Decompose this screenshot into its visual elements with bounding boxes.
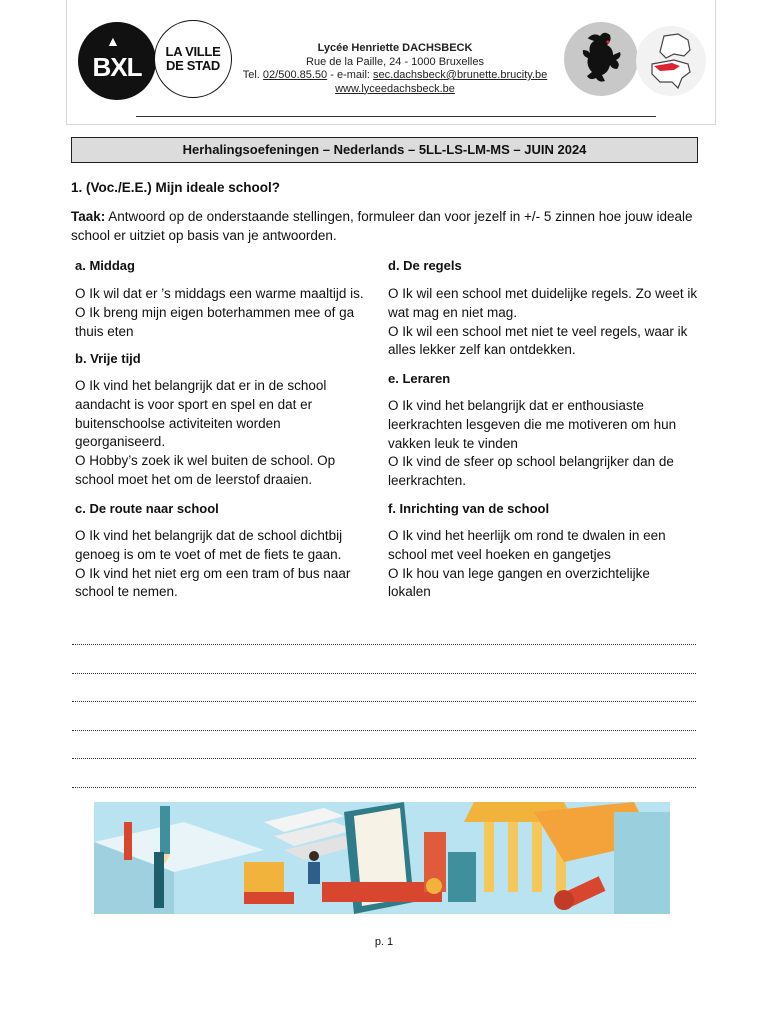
answer-line[interactable] [72,786,696,788]
section-d-heading: d. De regels [388,258,462,273]
question-title: 1. (Voc./E.E.) Mijn ideale school? [71,180,281,195]
section-f-heading: f. Inrichting van de school [388,501,550,516]
school-illustration [94,802,670,914]
school-name: Lycée Henriette DACHSBECK [317,42,473,54]
tel-label: Tel. [242,69,260,81]
answer-line[interactable] [72,700,696,702]
task-text: Antwoord op de onderstaande stellingen, formuleer dan voor jezelf in +/- 5 zinnen hoe jouw ideale school er uitziet op basis van je antwoorden. [71,209,693,243]
ville-logo-line1: LA VILLE [165,44,221,59]
section-b-heading: b. Vrije tijd [75,351,141,366]
section-a-heading: a. Middag [75,258,135,273]
section-a-body [75,285,375,341]
ville-logo-line2: DE STAD [166,58,220,73]
section-f-body [388,527,688,602]
bird-icon: ▲ [106,33,120,49]
section-f-option-2[interactable]: O Ik hou van lege gangen en overzichtelijke lokalen [388,565,650,600]
email-link[interactable]: sec.dachsbeck@brunette.brucity.be [373,69,548,81]
section-b-body [75,377,347,490]
school-contact-block [240,42,550,96]
task-label: Taak: [71,209,106,224]
header-rule [136,116,656,117]
website-link[interactable]: www.lyceedachsbeck.be [335,82,455,95]
answer-line[interactable] [72,757,696,759]
isometric-school-illustration [94,802,670,914]
section-c-option-2[interactable]: O Ik vind het niet erg om een tram of bus naar school te nemen. [75,565,351,600]
section-c-heading: c. De route naar school [75,501,219,516]
answer-line[interactable] [72,729,696,731]
netherlands-flanders-map-logo [636,26,706,96]
section-c-option-1[interactable]: O Ik vind het belangrijk dat de school dichtbij genoeg is om te voet of met de fiets te gaan. [75,528,343,562]
worksheet-title: Herhalingsoefeningen – Nederlands – 5LL-LS-LM-MS – JUIN 2024 [71,137,698,163]
section-a-option-1[interactable]: O Ik wil dat er ’s middags een warme maaltijd is. [75,286,364,301]
section-a-option-2[interactable]: O Ik breng mijn eigen boterhammen mee of ga thuis eten [75,304,355,339]
section-e-body [388,397,694,491]
answer-line[interactable] [72,643,696,645]
answer-line[interactable] [72,672,696,674]
school-address: Rue de la Paille, 24 - 1000 Bruxelles [306,55,484,68]
flemish-lion-logo [564,22,638,96]
section-f-option-1[interactable]: O Ik vind het heerlijk om rond te dwalen in een school met veel hoeken en gangetjes [388,528,666,562]
section-e-option-2[interactable]: O Ik vind de sfeer op school belangrijker dan de leerkrachten. [388,454,674,489]
task-instructions [71,207,697,245]
section-b-option-1[interactable]: O Ik vind het belangrijk dat er in de school aandacht is voor sport en spel en dat er buitenschoolse activiteiten worden georganiseerd. [75,378,327,450]
contact-line [240,69,550,83]
section-b-option-2[interactable]: O Hobby’s zoek ik wel buiten de school. Op school moet het om de leerstof draaien. [75,453,336,487]
section-d-option-2[interactable]: O Ik wil een school met niet te veel regels, waar ik alles lekker zelf kan ontdekken. [388,323,688,358]
page-number: p. 1 [374,936,394,948]
section-d-option-1[interactable]: O Ik wil een school met duidelijke regels. Zo weet ik wat mag en niet mag. [388,286,698,320]
lion-icon [564,22,638,96]
section-e-option-1[interactable]: O Ik vind het belangrijk dat er enthousiaste leerkrachten lesgeven die me motiveren om hun vakken leuk te vinden [388,398,677,451]
bxl-logo-text: BXL [92,52,142,82]
section-c-body [75,527,363,602]
tel-link[interactable]: 02/500.85.50 [262,69,328,81]
la-ville-de-stad-logo [154,20,232,98]
section-d-body [388,285,698,360]
bxl-logo [78,22,156,100]
section-e-heading: e. Leraren [388,371,451,386]
map-icon [636,26,706,96]
email-label: - e-mail: [330,69,370,81]
